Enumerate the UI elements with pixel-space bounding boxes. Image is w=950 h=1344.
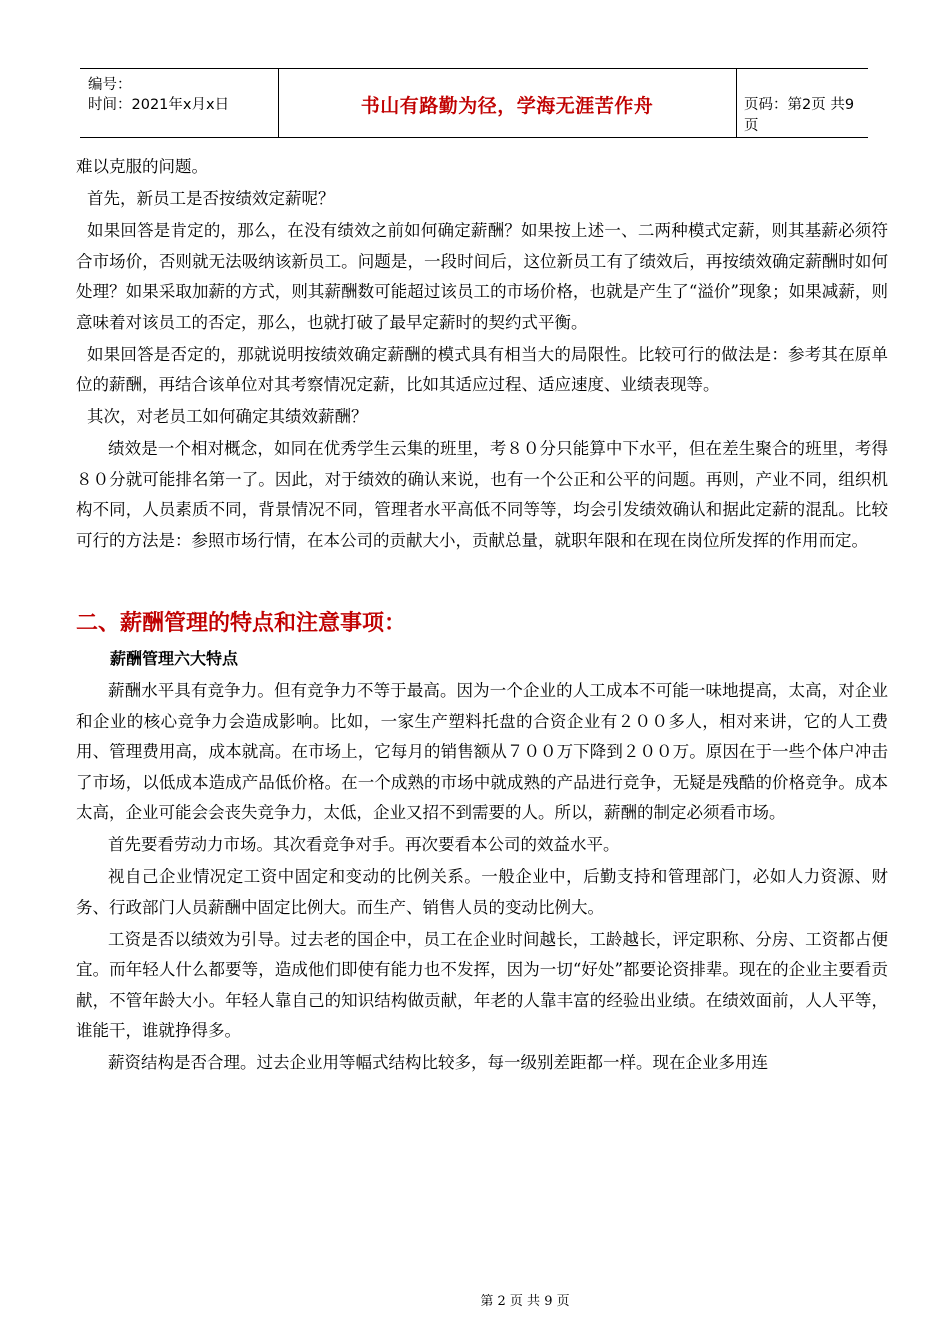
paragraph: 薪酬水平具有竞争力。但有竞争力不等于最高。因为一个企业的人工成本不可能一味地提高，太高，对企业和企业的核心竞争力会造成影响。比如，一家生产塑料托盘的合资企业有２００多人，相对来讲，它的人工费用、管理费用高，成本就高。在市场上，它每月的销售额从７００万下降到２００万。原因在于一些个体户冲击了市场，以低成本造成产品低价格。在一个成熟的市场中就成熟的产品进行竞争，无疑是残酷的价格竞争。成本太高，企业可能会会丧失竞争力，太低，企业又招不到需要的人。所以，薪酬的制定必须看市场。 xyxy=(76,681,888,822)
paragraph: 如果回答是肯定的，那么，在没有绩效之前如何确定薪酬？如果按上述一、二两种模式定薪，则其基薪必须符合市场价，否则就无法吸纳该新员工。问题是，一段时间后，这位新员工有了绩效后，再按绩效确定薪酬时如何处理？如果采取加薪的方式，则其薪酬数可能超过该员工的市场价格，也就是产生了“溢价”现象；如果减薪，则意味着对该员工的否定，那么，也就打破了最早定薪时的契约式平衡。 xyxy=(76,221,888,332)
footer-page-number: 第 2 页 共 9 页 xyxy=(480,1294,570,1309)
document-time-label: 时间：2021年x月x日 xyxy=(88,97,230,113)
paragraph: 工资是否以绩效为引导。过去老的国企中，员工在企业时间越长，工龄越长，评定职称、分房、工资都占便宜。而年轻人什么都要等，造成他们即使有能力也不发挥，因为一切“好处”都要论资排辈。现在的企业主要看贡献，不管年龄大小。年轻人靠自己的知识结构做贡献，年老的人靠丰富的经验出业绩。在绩效面前，人人平等，谁能干，谁就挣得多。 xyxy=(76,929,888,1040)
paragraph: 难以克服的问题。 xyxy=(76,157,208,176)
document-number-label: 编号： xyxy=(88,77,132,93)
paragraph: 薪资结构是否合理。过去企业用等幅式结构比较多，每一级别差距都一样。现在企业多用连 xyxy=(108,1053,768,1072)
section-subheading: 薪酬管理六大特点 xyxy=(110,649,239,668)
paragraph: 首先，新员工是否按绩效定薪呢？ xyxy=(87,189,335,208)
paragraph: 其次，对老员工如何确定其绩效薪酬？ xyxy=(87,407,368,426)
paragraph: 绩效是一个相对概念，如同在优秀学生云集的班里，考８０分只能算中下水平，但在差生聚合的班里，考得８０分就可能排名第一了。因此，对于绩效的确认来说，也有一个公正和公平的问题。再则，产业不同，组织机构不同，人员素质不同，背景情况不同，管理者水平高低不同等等，均会引发绩效确认和据此定薪的混乱。比较可行的方法是：参照市场行情，在本公司的贡献大小，贡献总量，就职年限和在现在岗位所发挥的作用而定。 xyxy=(76,439,888,550)
paragraph: 首先要看劳动力市场。其次看竞争对手。再次要看本公司的效益水平。 xyxy=(108,835,620,854)
page-header xyxy=(80,68,868,138)
header-motto-cell xyxy=(278,69,737,137)
header-page-info: 页码：第2页 共9页 xyxy=(744,97,855,134)
document-body xyxy=(76,152,888,1080)
header-motto: 书山有路勤为径，学海无涯苦作舟 xyxy=(360,95,654,117)
section-heading: 二、薪酬管理的特点和注意事项： xyxy=(76,611,407,636)
page-footer xyxy=(0,1290,950,1309)
paragraph: 视自己企业情况定工资中固定和变动的比例关系。一般企业中，后勤支持和管理部门，必如人力资源、财务、行政部门人员薪酬中固定比例大。而生产、销售人员的变动比例大。 xyxy=(76,867,888,917)
header-page-cell xyxy=(736,69,868,137)
paragraph: 如果回答是否定的，那就说明按绩效确定薪酬的模式具有相当大的局限性。比较可行的做法是：参考其在原单位的薪酬，再结合该单位对其考察情况定薪，比如其适应过程、适应速度、业绩表现等。 xyxy=(76,344,888,394)
header-info-cell xyxy=(80,69,279,137)
